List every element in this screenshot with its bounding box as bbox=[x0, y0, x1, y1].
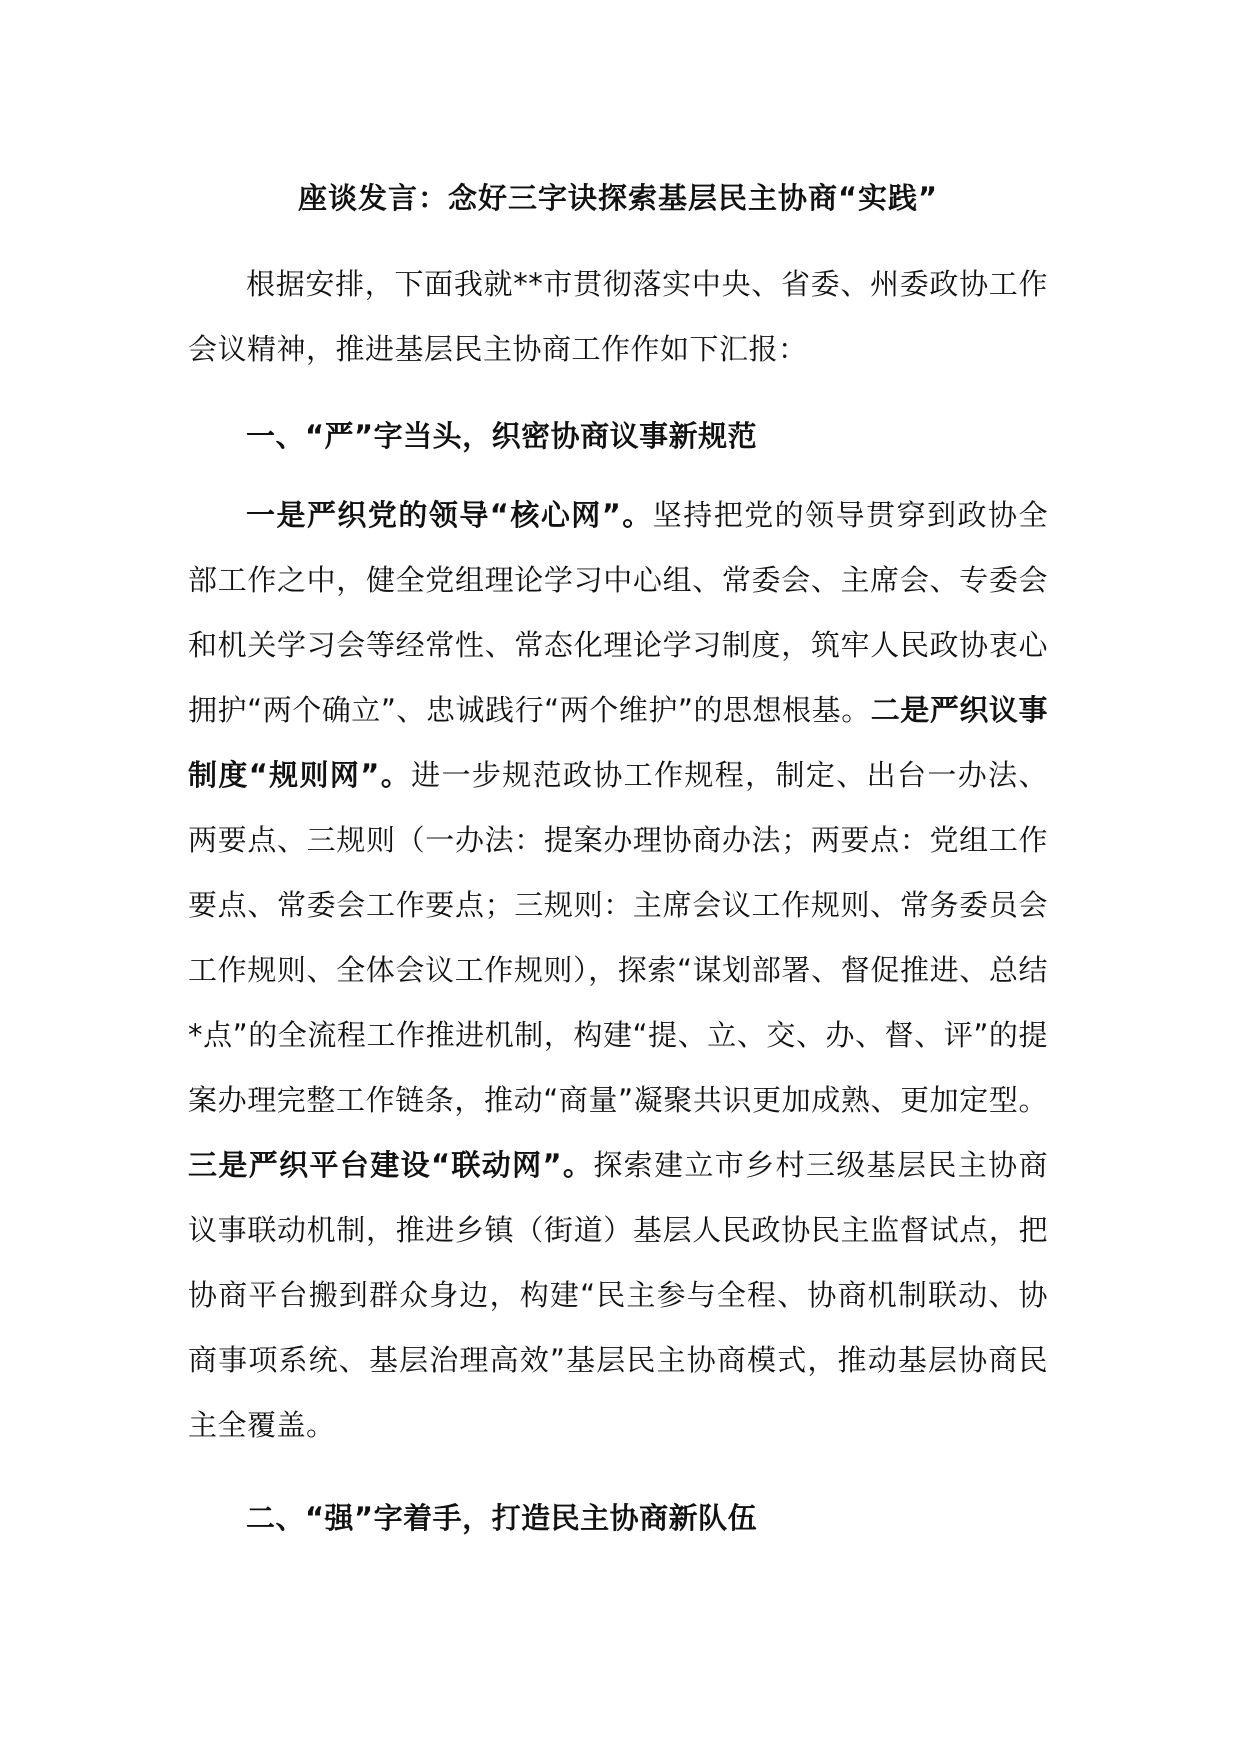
document-body bbox=[188, 172, 1048, 1551]
point-lead-2: 二是严织议事制度“规则网”。 bbox=[188, 693, 1048, 792]
point-text-2: 进一步规范政协工作规程，制定、出台一办法、两要点、三规则（一办法：提案办理协商办法；两要点：党组工作要点、常委会工作要点；三规则：主席会议工作规则、常务委员会工作规则、全体会议工作规则），探索“谋划部署、督促推进、总结*点”的全流程工作推进机制，构建“提、立、交、办、督、评”的提案办理完整工作链条，推动“商量”凝聚共识更加成熟、更加定型。 bbox=[188, 758, 1048, 1117]
point-lead-3: 三是严织平台建设“联动网”。 bbox=[188, 1148, 594, 1182]
section-heading-2: 二、“强”字着手，打造民主协商新队伍 bbox=[246, 1501, 758, 1535]
point-text-3: 探索建立市乡村三级基层民主协商议事联动机制，推进乡镇（街道）基层人民政协民主监督试点，把协商平台搬到群众身边，构建“民主参与全程、协商机制联动、协商事项系统、基层治理高效”基层民主协商模式，推动基层协商民主全覆盖。 bbox=[188, 1148, 1048, 1442]
point-text-1: 坚持把党的领导贯穿到政协全部工作之中，健全党组理论学习中心组、常委会、主席会、专委会和机关学习会等经常性、常态化理论学习制度，筑牢人民政协衷心拥护“两个确立”、忠诚践行“两个维护”的思想根基。 bbox=[188, 498, 1048, 727]
section-1-paragraph bbox=[188, 483, 1048, 1458]
intro-paragraph: 根据安排，下面我就**市贯彻落实中央、省委、州委政协工作会议精神，推进基层民主协商工作作如下汇报： bbox=[188, 267, 1048, 366]
document-title: 座谈发言：念好三字诀探索基层民主协商“实践” bbox=[297, 181, 939, 215]
section-heading-1: 一、“严”字当头，织密协商议事新规范 bbox=[246, 419, 758, 453]
point-lead-1: 一是严织党的领导“核心网”。 bbox=[246, 498, 653, 532]
